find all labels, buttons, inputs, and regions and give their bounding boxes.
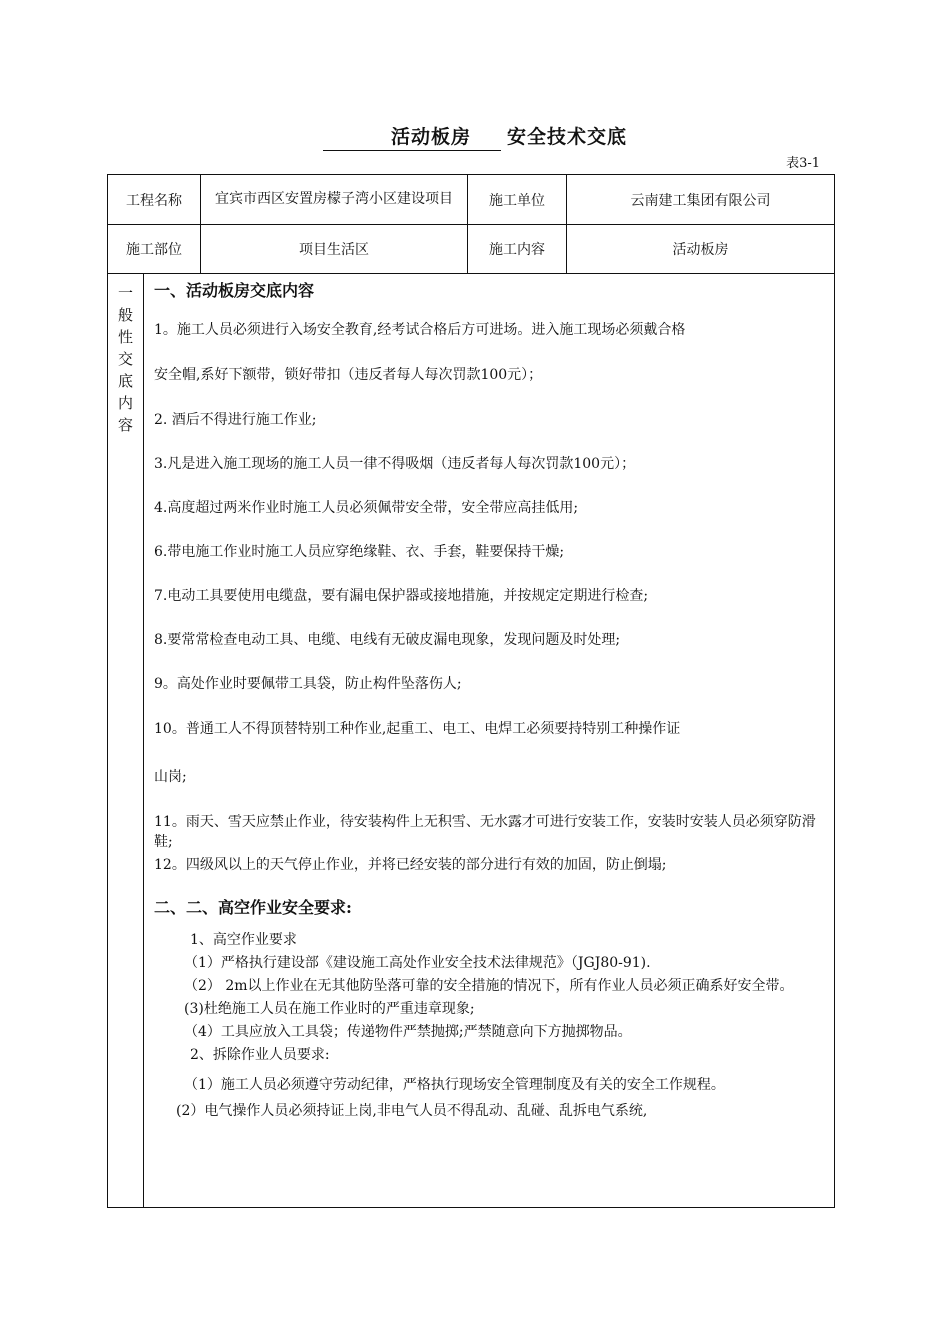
title-rest: 安全技术交底 <box>507 126 628 148</box>
list-item: 9。高处作业时要佩带工具袋，防止构件坠落伤人; <box>154 676 462 692</box>
list-item: 10。普通工人不得顶替特别工种作业,起重工、电工、电焊工必须要持特别工种操作证 <box>154 721 681 737</box>
list-item: 安全帽,系好下额带，锁好带扣（违反者每人每次罚款100元）； <box>154 367 543 383</box>
list-item: 6.带电施工作业时施工人员应穿绝缘鞋、衣、手套，鞋要保持干燥; <box>154 544 565 560</box>
document-title <box>0 122 950 151</box>
table-row <box>108 225 835 274</box>
table-row <box>108 274 835 1208</box>
list-item: 4.高度超过两米作业时施工人员必须佩带安全带，安全带应高挂低用; <box>154 500 579 516</box>
list-item: 8.要常常检查电动工具、电缆、电线有无破皮漏电现象，发现问题及时处理; <box>154 632 621 648</box>
list-item: （2） 2m以上作业在无其他防坠落可靠的安全措施的情况下，所有作业人员必须正确系好安全带。 <box>184 978 794 994</box>
list-item: 3.凡是进入施工现场的施工人员一律不得吸烟（违反者每人每次罚款100元）； <box>154 456 636 472</box>
disclosure-table <box>107 174 835 1208</box>
list-item: 11。雨天、雪天应禁止作业，待安装构件上无积雪、无水露才可进行安装工作，安装时安装人员必须穿防滑鞋; <box>154 814 816 850</box>
location-label: 施工部位 <box>108 225 201 274</box>
list-item: （1）严格执行建设部《建设施工高处作业安全技术法律规范》（JGJ80-91). <box>184 955 651 971</box>
content-label: 施工内容 <box>468 225 567 274</box>
section-2-title: 二、二、高空作业安全要求: <box>154 898 352 917</box>
location-value: 项目生活区 <box>201 225 468 274</box>
section-1-title: 一、活动板房交底内容 <box>154 281 315 300</box>
project-name-label: 工程名称 <box>108 175 201 225</box>
table-row <box>108 175 835 225</box>
side-label: 一 般 性 交 底 内 容 <box>108 274 144 1208</box>
contractor-label: 施工单位 <box>468 175 567 225</box>
content-cell <box>144 274 835 1208</box>
list-item: 1。施工人员必须进行入场安全教育,经考试合格后方可进场。进入施工现场必须戴合格 <box>154 322 686 338</box>
list-item: 2、拆除作业人员要求: <box>190 1047 330 1063</box>
list-item: 7.电动工具要使用电缆盘，要有漏电保护器或接地措施，并按规定定期进行检查; <box>154 588 649 604</box>
contractor-value: 云南建工集团有限公司 <box>567 175 835 225</box>
list-item: 山岗; <box>154 769 187 785</box>
list-item: (2）电气操作人员必须持证上岗,非电气人员不得乱动、乱碰、乱拆电气系统, <box>176 1103 648 1119</box>
list-item: 12。四级风以上的天气停止作业，并将已经安装的部分进行有效的加固，防止倒塌; <box>154 857 667 873</box>
table-number: 表3-1 <box>786 156 820 171</box>
list-item: 2. 酒后不得进行施工作业; <box>154 412 317 428</box>
list-item: （4）工具应放入工具袋；传递物件严禁抛掷;严禁随意向下方抛掷物品。 <box>184 1024 632 1040</box>
list-item: 1、高空作业要求 <box>190 932 297 948</box>
list-item: (3)杜绝施工人员在施工作业时的严重违章现象; <box>184 1001 475 1017</box>
project-name-value: 宜宾市西区安置房檬子湾小区建设项目 <box>201 175 468 225</box>
list-item: （1）施工人员必须遵守劳动纪律，严格执行现场安全管理制度及有关的安全工作规程。 <box>184 1077 725 1093</box>
content-value: 活动板房 <box>567 225 835 274</box>
title-underlined: 活动板房 <box>323 122 501 151</box>
